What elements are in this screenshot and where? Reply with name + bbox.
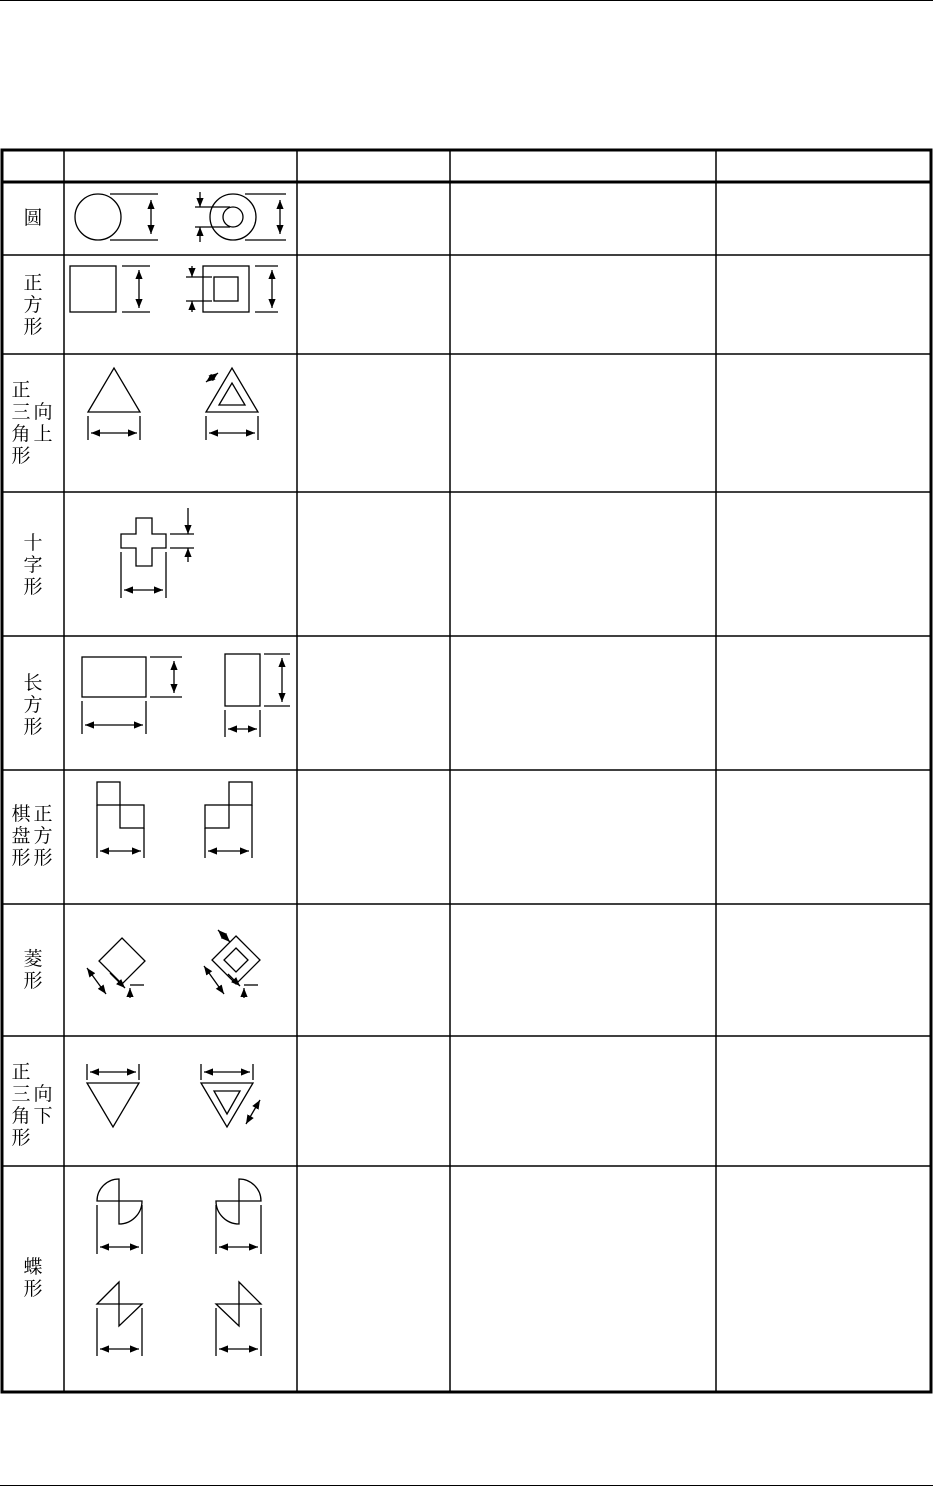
checkerboard-right-shape-icon xyxy=(205,782,252,858)
label-char: 形 xyxy=(11,445,31,467)
label-char: 棋 xyxy=(11,803,31,825)
label-char: 方 xyxy=(23,294,43,316)
label-char: 字 xyxy=(23,554,43,576)
square-shape-icon xyxy=(70,266,150,312)
label-char: 形 xyxy=(23,316,43,338)
label-char: 形 xyxy=(11,1127,31,1149)
row-label-diamond xyxy=(22,948,44,992)
row-label-upward-triangle xyxy=(10,379,54,467)
label-char: 十 xyxy=(23,532,43,554)
butterfly-arc-left-shape-icon xyxy=(97,1179,142,1254)
vertical-rectangle-shape-icon xyxy=(225,654,290,737)
horizontal-rectangle-shape-icon xyxy=(82,657,182,734)
label-char: 三 xyxy=(11,401,31,423)
butterfly-arc-right-shape-icon xyxy=(216,1179,261,1254)
hollow-diamond-shape-icon xyxy=(204,930,260,998)
row-label-circle xyxy=(22,207,44,229)
label-char: 正 xyxy=(11,379,31,401)
ring-shape-icon xyxy=(195,192,286,242)
label-char: 形 xyxy=(11,847,31,869)
upward-triangle-shape-icon xyxy=(88,368,140,440)
row-label-rectangle xyxy=(22,672,44,738)
butterfly-triangle-right-shape-icon xyxy=(216,1282,261,1356)
label-char: 形 xyxy=(23,576,43,598)
label-char: 圆 xyxy=(23,207,43,229)
hollow-square-shape-icon xyxy=(186,266,278,312)
downward-triangle-shape-icon xyxy=(87,1064,139,1127)
label-char: 正 xyxy=(33,803,53,825)
cross-shape-icon xyxy=(121,508,194,598)
row-label-square xyxy=(22,272,44,338)
label-char: 菱 xyxy=(23,948,43,970)
label-char: 形 xyxy=(33,847,53,869)
row-label-checkerboard xyxy=(10,803,54,869)
label-char: 正 xyxy=(11,1061,31,1083)
butterfly-triangle-left-shape-icon xyxy=(97,1282,142,1356)
row-label-cross xyxy=(22,532,44,598)
label-char: 三 xyxy=(11,1083,31,1105)
hollow-upward-triangle-shape-icon xyxy=(206,368,258,440)
label-char: 正 xyxy=(23,272,43,294)
hollow-downward-triangle-shape-icon xyxy=(201,1064,260,1127)
row-label-downward-triangle xyxy=(10,1061,54,1149)
label-char: 方 xyxy=(33,825,53,847)
row-label-butterfly xyxy=(22,1256,44,1300)
label-char: 盘 xyxy=(11,825,31,847)
label-char: 形 xyxy=(23,1278,43,1300)
diamond-shape-icon xyxy=(87,938,145,998)
label-char: 角 xyxy=(11,1105,31,1127)
label-char: 形 xyxy=(23,970,43,992)
label-char: 角 xyxy=(11,423,31,445)
label-char: 长 xyxy=(23,672,43,694)
label-char: 蝶 xyxy=(23,1256,43,1278)
circle-shape-icon xyxy=(75,194,158,240)
checkerboard-left-shape-icon xyxy=(97,782,144,858)
label-char: 向 xyxy=(33,401,53,423)
label-char: 向 xyxy=(33,1083,53,1105)
label-char: 上 xyxy=(33,423,53,445)
label-char: 方 xyxy=(23,694,43,716)
label-char: 形 xyxy=(23,716,43,738)
label-char: 下 xyxy=(33,1105,53,1127)
